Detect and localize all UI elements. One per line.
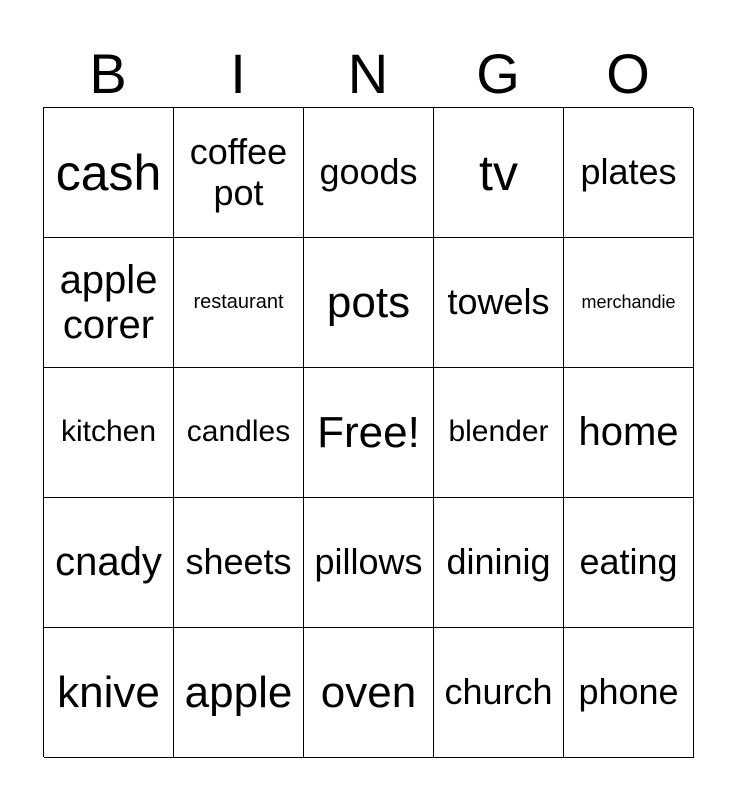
header-letter-g: G <box>476 42 520 105</box>
bingo-cell-r1c3[interactable]: goods <box>304 108 434 238</box>
bingo-cell-r3c1[interactable]: kitchen <box>44 368 174 498</box>
bingo-cell-r2c3[interactable]: pots <box>304 238 434 368</box>
header-letter-n: N <box>347 42 389 105</box>
bingo-board <box>43 107 693 757</box>
bingo-cell-r2c4[interactable]: towels <box>434 238 564 368</box>
bingo-cell-r5c5[interactable]: phone <box>564 628 694 758</box>
bingo-cell-r5c1[interactable]: knive <box>44 628 174 758</box>
header-letter-o: O <box>606 42 650 105</box>
bingo-cell-r1c4[interactable]: tv <box>434 108 564 238</box>
bingo-cell-r4c5[interactable]: eating <box>564 498 694 628</box>
bingo-cell-r4c1[interactable]: cnady <box>44 498 174 628</box>
bingo-cell-r4c3[interactable]: pillows <box>304 498 434 628</box>
bingo-cell-r4c4[interactable]: dininig <box>434 498 564 628</box>
bingo-cell-r5c3[interactable]: oven <box>304 628 434 758</box>
header-letter-b: B <box>89 42 127 105</box>
bingo-cell-r2c1[interactable]: apple corer <box>44 238 174 368</box>
bingo-cell-r5c4[interactable]: church <box>434 628 564 758</box>
header-letter-i: I <box>230 42 246 105</box>
bingo-cell-r1c1[interactable]: cash <box>44 108 174 238</box>
bingo-cell-r3c4[interactable]: blender <box>434 368 564 498</box>
bingo-cell-r1c5[interactable]: plates <box>564 108 694 238</box>
bingo-cell-r2c2[interactable]: restaurant <box>174 238 304 368</box>
bingo-cell-r3c2[interactable]: candles <box>174 368 304 498</box>
bingo-cell-r3c5[interactable]: home <box>564 368 694 498</box>
bingo-cell-r2c5[interactable]: merchandie <box>564 238 694 368</box>
bingo-cell-r4c2[interactable]: sheets <box>174 498 304 628</box>
bingo-cell-r5c2[interactable]: apple <box>174 628 304 758</box>
bingo-cell-r1c2[interactable]: coffee pot <box>174 108 304 238</box>
bingo-cell-r3c3-free[interactable]: Free! <box>304 368 434 498</box>
bingo-header <box>43 40 693 108</box>
